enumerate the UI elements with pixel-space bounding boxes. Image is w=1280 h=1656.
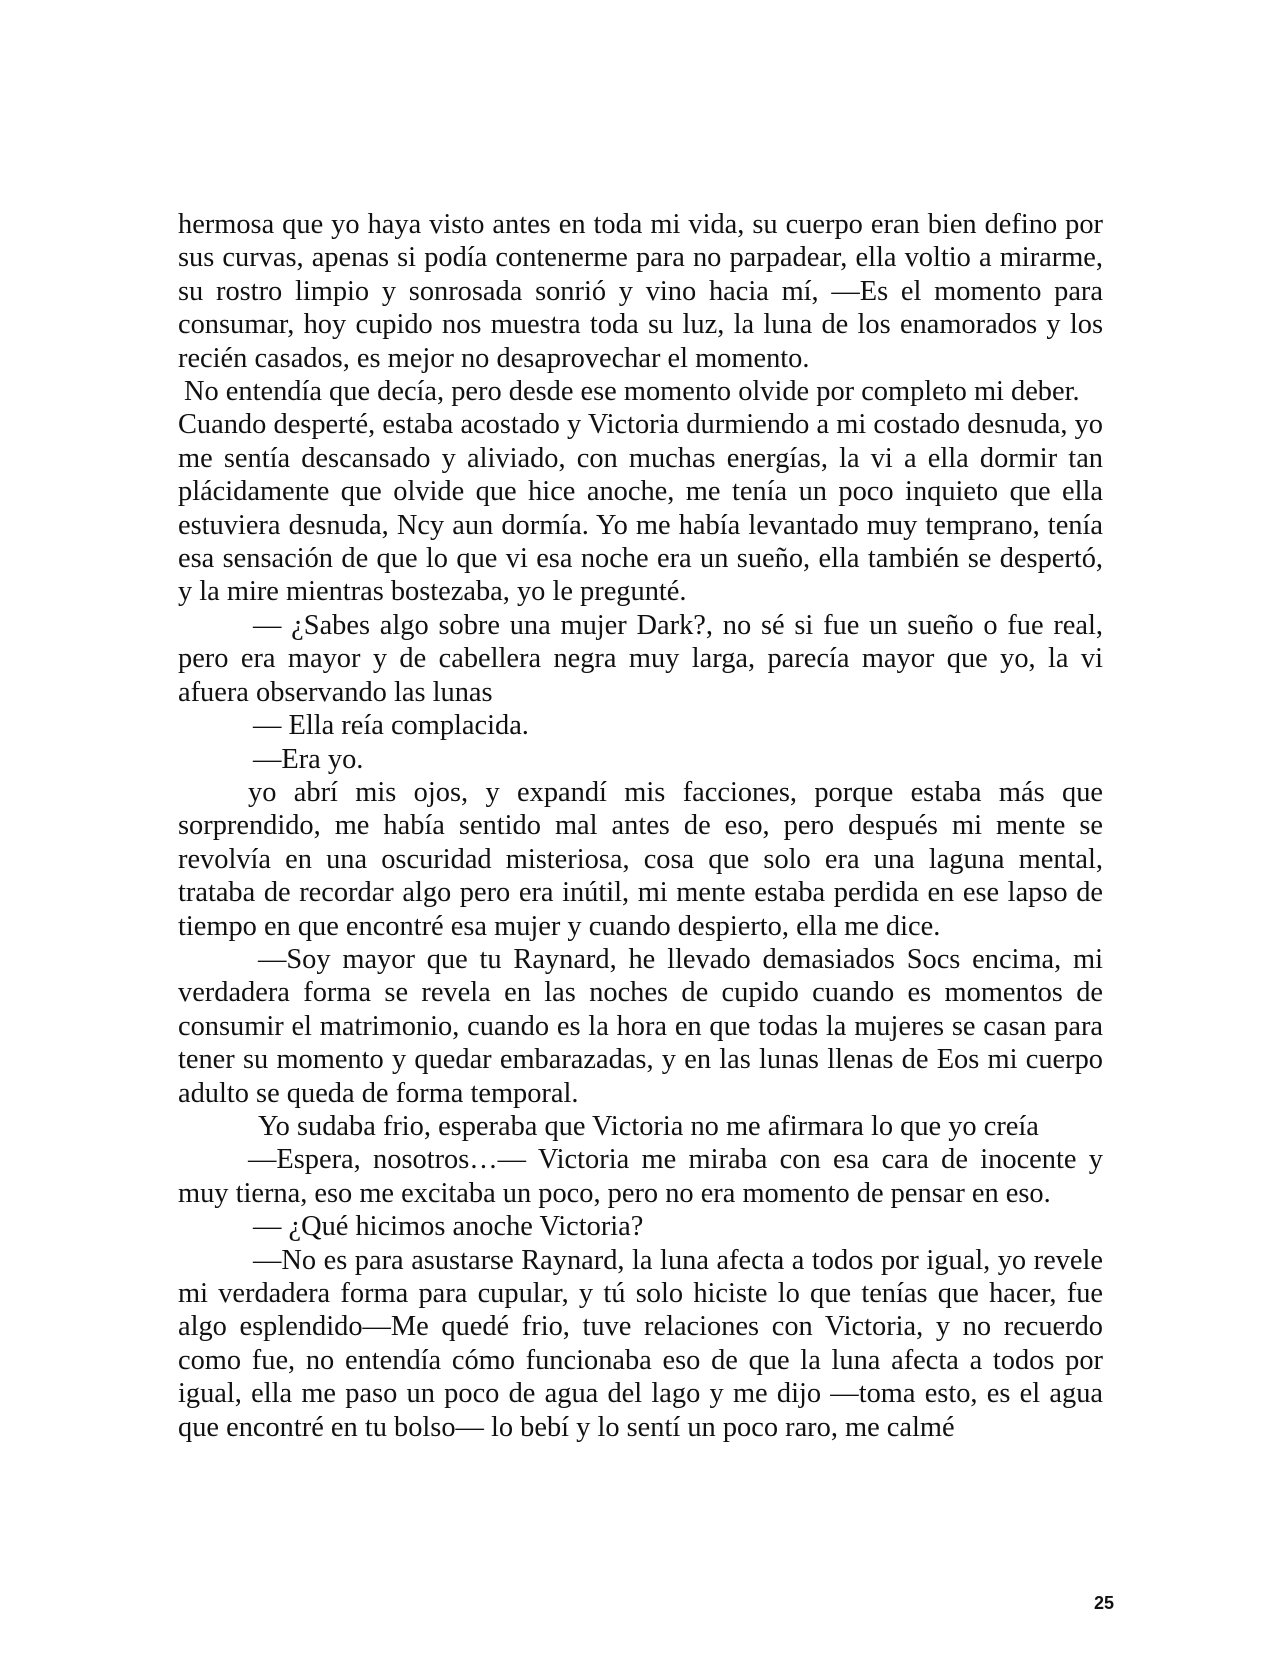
paragraph-6: —Era yo. [253, 743, 364, 775]
paragraph-1: hermosa que yo haya visto antes en toda mi vida, su cuerpo eran bien defino por sus curvas, apenas si podía contenerme para no parpadear, ella voltio a mirarme, su rostro limpio y sonrosada sonrió y vino hacia mí, —Es el momento para consumar, hoy cupido nos muestra toda su luz, la luna de los enamorados y los recién casados, es mejor no desaprovechar el momento. [178, 209, 1103, 374]
paragraph-8: —Soy mayor que tu Raynard, he llevado demasiados Socs encima, mi verdadera forma se revela en las noches de cupido cuando es momentos de consumir el matrimonio, cuando es la hora en que todas la mujeres se casan para tener su momento y quedar embarazadas, y en las lunas llenas de Eos mi cuerpo adulto se queda de forma temporal. [178, 943, 1103, 1109]
page-number: 25 [1093, 1593, 1114, 1613]
body-text [178, 208, 1103, 1444]
paragraph-4: — ¿Sabes algo sobre una mujer Dark?, no sé si fue un sueño o fue real, pero era mayor y de cabellera negra muy larga, parecía mayor que yo, la vi afuera observando las lunas [178, 609, 1103, 708]
paragraph-5: — Ella reía complacida. [253, 710, 529, 742]
paragraph-10: —Espera, nosotros…— Victoria me miraba con esa cara de inocente y muy tierna, eso me excitaba un poco, pero no era momento de pensar en eso. [178, 1144, 1103, 1209]
paragraph-12: —No es para asustarse Raynard, la luna afecta a todos por igual, yo revele mi verdadera forma para cupular, y tú solo hiciste lo que tenías que hacer, fue algo esplendido—Me quedé frio, tuve relaciones con Victoria, y no recuerdo como fue, no entendía cómo funcionaba eso de que la luna afecta a todos por igual, ella me paso un poco de agua del lago y me dijo —toma esto, es el agua que encontré en tu bolso— lo bebí y lo sentí un poco raro, me calmé [178, 1244, 1103, 1443]
paragraph-2: No entendía que decía, pero desde ese momento olvide por completo mi deber. [184, 376, 1080, 408]
paragraph-7: yo abrí mis ojos, y expandí mis facciones, porque estaba más que sorprendido, me había sentido mal antes de eso, pero después mi mente se revolvía en una oscuridad misteriosa, cosa que solo era una laguna mental, trataba de recordar algo pero era inútil, mi mente estaba perdida en ese lapso de tiempo en que encontré esa mujer y cuando despierto, ella me dice. [178, 776, 1103, 942]
paragraph-3: Cuando desperté, estaba acostado y Victoria durmiendo a mi costado desnuda, yo me sentía descansado y aliviado, con muchas energías, la vi a ella dormir tan plácidamente que olvide que hice anoche, me tenía un poco inquieto que ella estuviera desnuda, Ncy aun dormía. Yo me había levantado muy temprano, tenía esa sensación de que lo que vi esa noche era un sueño, ella también se despertó, y la mire mientras bostezaba, yo le pregunté. [178, 409, 1103, 608]
paragraph-11: — ¿Qué hicimos anoche Victoria? [253, 1211, 644, 1243]
paragraph-9: Yo sudaba frio, esperaba que Victoria no me afirmara lo que yo creía [258, 1110, 1039, 1142]
